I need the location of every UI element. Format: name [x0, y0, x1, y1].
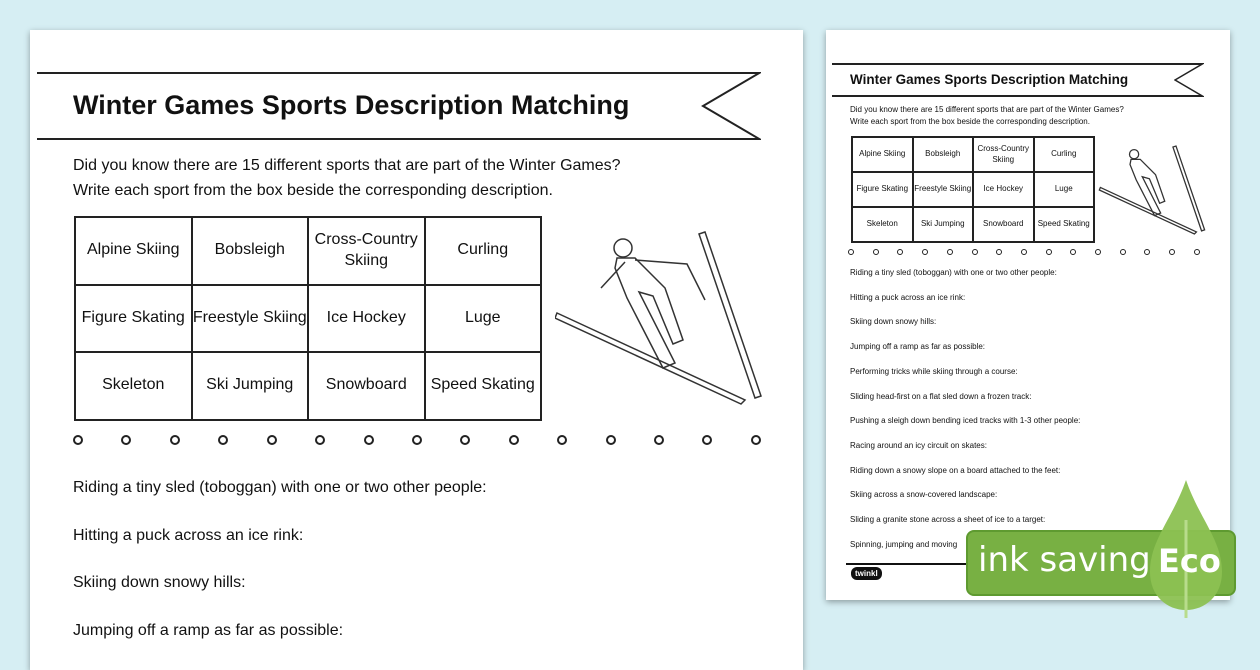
- sport-cell: Bobsleigh: [192, 217, 309, 285]
- dot: [1070, 249, 1076, 255]
- sport-cell: Skeleton: [75, 352, 192, 420]
- dot: [509, 435, 519, 445]
- dot: [1021, 249, 1027, 255]
- sport-cell: Ice Hockey: [973, 172, 1034, 207]
- sport-cell: Alpine Skiing: [75, 217, 192, 285]
- dot: [606, 435, 616, 445]
- dot: [460, 435, 470, 445]
- sport-cell: Speed Skating: [1034, 207, 1095, 242]
- ski-jumper-illustration: [1098, 144, 1208, 236]
- sports-row: [852, 137, 1094, 172]
- page-title: Winter Games Sports Description Matching: [850, 72, 1129, 87]
- dot: [364, 435, 374, 445]
- sports-table: [74, 216, 542, 421]
- dot: [947, 249, 953, 255]
- dot: [1169, 249, 1175, 255]
- sport-cell: Ice Hockey: [308, 285, 425, 353]
- dot: [121, 435, 131, 445]
- dot: [267, 435, 277, 445]
- description-item: Racing around an icy circuit on skates:: [850, 440, 987, 450]
- sport-cell: Curling: [425, 217, 542, 285]
- description-item: Sliding head-first on a flat sled down a frozen track:: [850, 391, 1032, 401]
- description-item: Skiing across a snow-covered landscape:: [850, 490, 998, 500]
- description-item: Riding down a snowy slope on a board attached to the feet:: [850, 465, 1061, 475]
- dot: [315, 435, 325, 445]
- footer-line: [846, 563, 966, 565]
- dot: [873, 249, 879, 255]
- sport-cell: Luge: [425, 285, 542, 353]
- description-item: Skiing down snowy hills:: [850, 317, 937, 327]
- description-list: [73, 464, 487, 655]
- worksheet-preview-large: [30, 30, 803, 670]
- dot: [218, 435, 228, 445]
- sports-row: [852, 172, 1094, 207]
- sport-cell: Alpine Skiing: [852, 137, 913, 172]
- description-item: Hitting a puck across an ice rink:: [73, 526, 304, 544]
- sports-row: [75, 352, 541, 420]
- dot: [972, 249, 978, 255]
- ski-jumper-illustration: [555, 228, 765, 408]
- sport-cell: Cross-Country Skiing: [308, 217, 425, 285]
- description-item: Sliding a granite stone across a sheet of ice to a target:: [850, 515, 1046, 525]
- dot: [654, 435, 664, 445]
- page-title: Winter Games Sports Description Matching: [73, 90, 630, 120]
- banner-notch: [701, 72, 761, 140]
- description-item: Performing tricks while skiing through a course:: [850, 366, 1018, 376]
- description-item: Jumping off a ramp as far as possible:: [73, 622, 344, 640]
- sport-cell: Figure Skating: [75, 285, 192, 353]
- sport-cell: Bobsleigh: [913, 137, 974, 172]
- sport-cell: Ski Jumping: [913, 207, 974, 242]
- dot: [1120, 249, 1126, 255]
- dot: [848, 249, 854, 255]
- sport-cell: Luge: [1034, 172, 1095, 207]
- dot: [751, 435, 761, 445]
- cut-line-dots: [73, 435, 761, 445]
- dot: [702, 435, 712, 445]
- description-item: Pushing a sleigh down bending iced tracks with 1-3 other people:: [850, 416, 1081, 426]
- sport-cell: Snowboard: [973, 207, 1034, 242]
- sport-cell: Snowboard: [308, 352, 425, 420]
- dot: [922, 249, 928, 255]
- description-item: Riding a tiny sled (toboggan) with one or two other people:: [73, 479, 487, 496]
- dot: [897, 249, 903, 255]
- banner-notch: [1174, 63, 1204, 97]
- intro-line: Write each sport from the box beside the corresponding description.: [73, 181, 553, 199]
- twinkl-logo: twinkl: [851, 567, 882, 580]
- sport-cell: Ski Jumping: [192, 352, 309, 420]
- description-list: [850, 261, 1080, 557]
- eco-label: Eco: [1158, 542, 1221, 580]
- sports-table: [851, 136, 1095, 243]
- dot: [1046, 249, 1052, 255]
- dot: [1144, 249, 1150, 255]
- sport-cell: Freestyle Skiing: [913, 172, 974, 207]
- sport-cell: Figure Skating: [852, 172, 913, 207]
- description-item: Jumping off a ramp as far as possible:: [850, 342, 986, 352]
- sport-cell: Skeleton: [852, 207, 913, 242]
- dot: [170, 435, 180, 445]
- ink-saving-text: ink saving: [978, 540, 1151, 580]
- dot: [1194, 249, 1200, 255]
- dot: [996, 249, 1002, 255]
- dot: [73, 435, 83, 445]
- description-item: Skiing down snowy hills:: [73, 574, 246, 592]
- sport-cell: Cross-Country Skiing: [973, 137, 1034, 172]
- intro-line: Did you know there are 15 different sports that are part of the Winter Games?: [850, 105, 1124, 114]
- intro-line: Write each sport from the box beside the corresponding description.: [850, 117, 1090, 127]
- sports-row: [75, 217, 541, 285]
- cut-line-dots: [848, 249, 1200, 255]
- description-item: Spinning, jumping and moving: [850, 539, 958, 549]
- description-item: Riding a tiny sled (toboggan) with one or two other people:: [850, 268, 1057, 277]
- dot: [557, 435, 567, 445]
- sports-row: [75, 285, 541, 353]
- sports-row: [852, 207, 1094, 242]
- intro-text: [850, 104, 1124, 129]
- intro-text: [73, 154, 621, 204]
- intro-line: Did you know there are 15 different sports that are part of the Winter Games?: [73, 157, 621, 174]
- sport-cell: Freestyle Skiing: [192, 285, 309, 353]
- sport-cell: Speed Skating: [425, 352, 542, 420]
- dot: [412, 435, 422, 445]
- sport-cell: Curling: [1034, 137, 1095, 172]
- dot: [1095, 249, 1101, 255]
- description-item: Hitting a puck across an ice rink:: [850, 292, 966, 302]
